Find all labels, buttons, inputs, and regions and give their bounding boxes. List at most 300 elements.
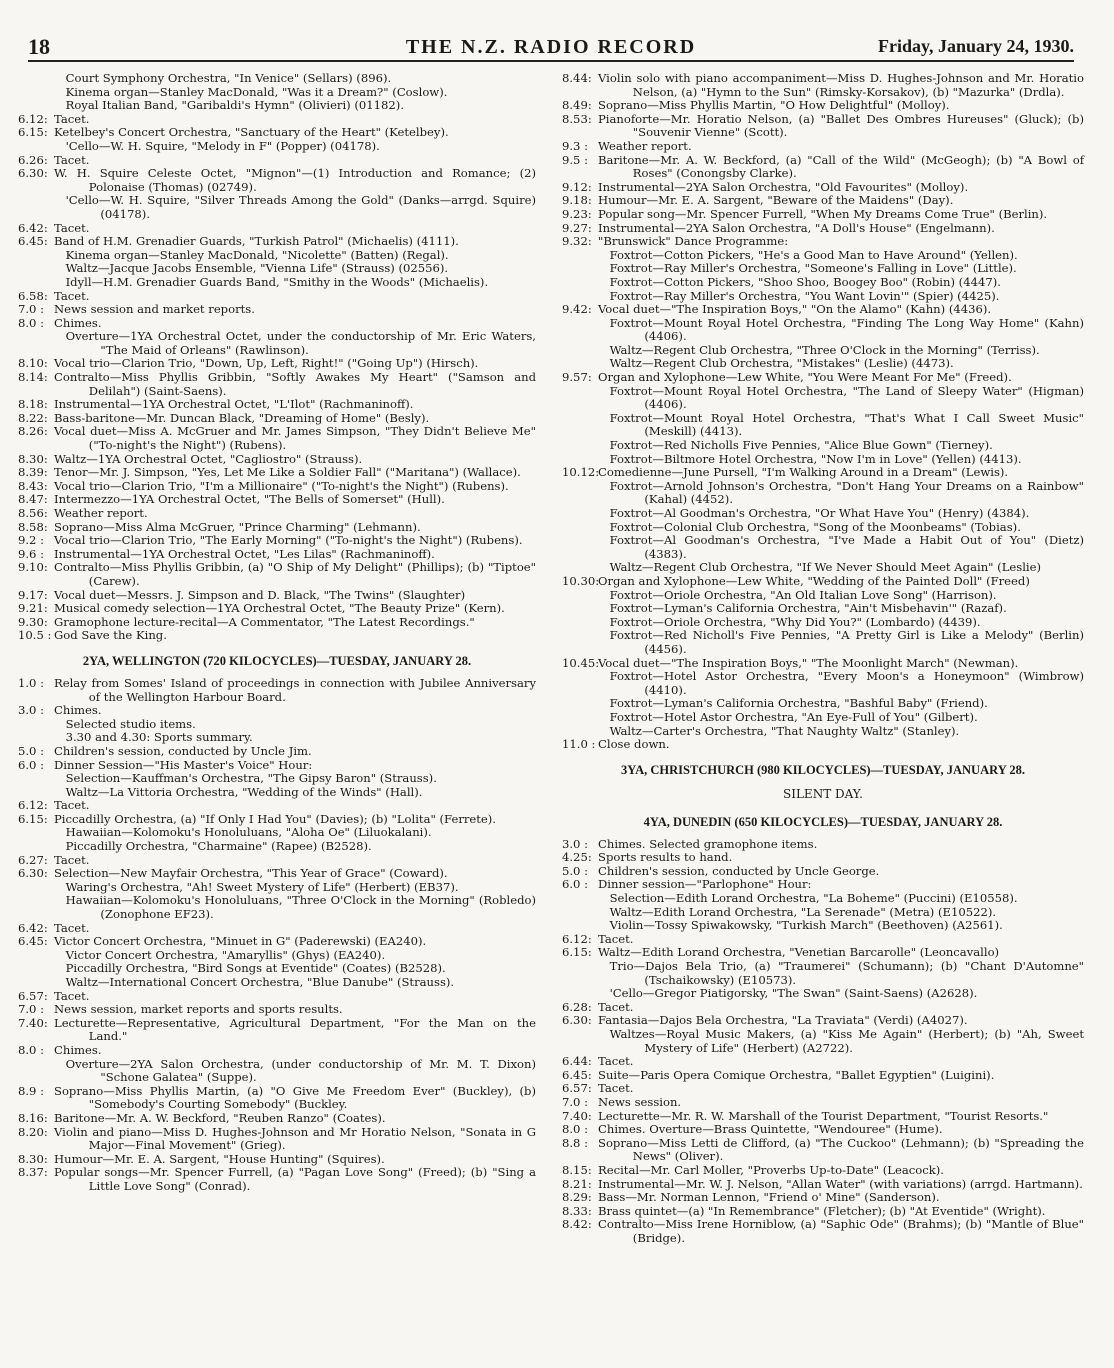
entry-text: Musical comedy selection—1YA Orchestral Octet, "The Beauty Prize" (Kern). [54, 601, 505, 616]
entry-text: Recital—Mr. Carl Moller, "Proverbs Up-to-Date" (Leacock). [598, 1162, 944, 1177]
entry-text: Children's session, conducted by Uncle Jim. [54, 743, 312, 758]
programme-entry [562, 725, 1084, 739]
entry-text: Foxtrot—Hotel Astor Orchestra, "An Eye-Full of You" (Gilbert). [609, 709, 978, 724]
programme-entry [18, 826, 536, 840]
entry-time [562, 960, 598, 987]
entry-time: 9.27: [562, 220, 592, 235]
programme-entry [18, 561, 536, 588]
entry-time: 6.30: [18, 166, 48, 181]
entry-text: God Save the King. [54, 628, 167, 643]
programme-entry [18, 521, 536, 535]
entry-time: 6.15: [562, 945, 592, 960]
entry-text: Tenor—Mr. J. Simpson, "Yes, Let Me Like a Soldier Fall" ("Maritana") (Wallace). [54, 465, 521, 480]
entry-time: 8.30: [18, 1151, 48, 1166]
entry-time: 9.6 : [18, 546, 45, 561]
entry-text: Soprano—Miss Phyllis Martin, (a) "O Give Me Freedom Ever" (Buckley), (b) "Somebody's Courting Somebody" (Buckley. [54, 1083, 536, 1112]
entry-text: Vocal duet—Miss A. McGruer and Mr. James Simpson, "They Didn't Believe Me" ("To-night's the Night") (Rubens). [54, 424, 536, 453]
entry-time [18, 140, 54, 154]
entry-text: Lecturette—Mr. R. W. Marshall of the Tourist Department, "Tourist Resorts." [598, 1108, 1049, 1123]
entry-time: 6.26: [18, 152, 48, 167]
entry-time [562, 521, 598, 535]
entry-text: 3.30 and 4.30: Sports summary. [65, 730, 253, 745]
entry-text: 'Cello—W. H. Squire, "Melody in F" (Popper) (04178). [65, 138, 380, 153]
entry-time [562, 344, 598, 358]
entry-time: 5.0 : [18, 743, 45, 758]
programme-entry [18, 799, 536, 813]
entry-time [18, 949, 54, 963]
entry-time: 8.29: [562, 1190, 592, 1205]
entry-time: 6.15: [18, 811, 48, 826]
entry-time [562, 892, 598, 906]
programme-entry [562, 602, 1084, 616]
programme-entry [18, 493, 536, 507]
programme-entry [562, 629, 1084, 656]
programme-entry [562, 1001, 1084, 1015]
entry-time: 9.30: [18, 614, 48, 629]
entry-time: 6.45: [562, 1067, 592, 1082]
entry-text: Contralto—Miss Phyllis Gribbin, (a) "O Ship of My Delight" (Phillips); (b) "Tiptoe" (Carew). [54, 560, 536, 588]
entry-text: Bass—Mr. Norman Lennon, "Friend o' Mine" (Sanderson). [598, 1190, 940, 1205]
entry-time [562, 616, 598, 630]
entry-text: Selection—New Mayfair Orchestra, "This Year of Grace" (Coward). [54, 866, 448, 881]
programme-entry [562, 113, 1084, 140]
programme-entry [562, 946, 1084, 960]
programme-entry [562, 534, 1084, 561]
entry-text: Waltz—La Vittoria Orchestra, "Wedding of the Winds" (Hall). [65, 784, 423, 799]
programme-entry [18, 1017, 536, 1044]
programme-entry [18, 412, 536, 426]
entry-text: W. H. Squire Celeste Octet, "Mignon"—(1) Introduction and Romance; (2) Polonaise (Thomas) (02749). [54, 166, 536, 194]
programme-entry [562, 1191, 1084, 1205]
programme-entry [562, 480, 1084, 507]
entry-time [562, 725, 598, 739]
entry-text: Foxtrot—Cotton Pickers, "He's a Good Man to Have Around" (Yellen). [609, 247, 1018, 262]
entry-time: 8.44: [562, 71, 592, 85]
entry-text: Violin solo with piano accompaniment—Miss D. Hughes-Johnson and Mr. Horatio Nelson, (a) "Hymn to the Sun" (Rimsky-Korsakov), (b) "Mazurka" (Drdla). [598, 71, 1084, 99]
entry-time [562, 249, 598, 263]
station-note: SILENT DAY. [783, 786, 863, 801]
issue-date: Friday, January 24, 1930. [877, 36, 1074, 56]
entry-time: 9.2 : [18, 533, 45, 548]
entry-text: Fantasia—Dajos Bela Orchestra, "La Traviata" (Verdi) (A4027). [598, 1013, 968, 1028]
programme-entry [18, 759, 536, 773]
entry-text: Violin—Tossy Spiwakowsky, "Turkish March" (Beethoven) (A2561). [609, 918, 1003, 933]
programme-entry [562, 878, 1084, 892]
entry-time: 7.0 : [562, 1094, 589, 1109]
entry-time [18, 718, 54, 732]
programme-entry [562, 154, 1084, 181]
entry-time: 8.58: [18, 519, 48, 534]
entry-time: 8.14: [18, 370, 48, 385]
programme-entry [18, 357, 536, 371]
entry-time: 6.45: [18, 234, 48, 249]
programme-entry [562, 194, 1084, 208]
entry-time: 9.17: [18, 587, 48, 602]
programme-entry [18, 466, 536, 480]
programme-entry [18, 249, 536, 263]
programme-entry [18, 1166, 536, 1193]
entry-time [562, 412, 598, 439]
entry-time: 9.57: [562, 370, 592, 385]
entry-time: 6.42: [18, 920, 48, 935]
station-heading: 4YA, DUNEDIN (650 KILOCYCLES)—TUESDAY, JANUARY 28. [643, 814, 1003, 829]
programme-entry [18, 949, 536, 963]
entry-time [18, 86, 54, 100]
programme-entry [562, 697, 1084, 711]
entry-text: Vocal duet—"The Inspiration Boys," "On the Alamo" (Kahn) (4436). [598, 302, 992, 317]
programme-entry [562, 249, 1084, 263]
programme-entry [18, 772, 536, 786]
entry-text: Baritone—Mr. A. W. Beckford, (a) "Call of the Wild" (McGeogh); (b) "A Bowl of Roses" (Conongsby Clarke). [598, 152, 1084, 181]
programme-entry [18, 1085, 536, 1112]
entry-text: Royal Italian Band, "Garibaldi's Hymn" (Olivieri) (01182). [65, 98, 405, 113]
programme-entry [18, 303, 536, 317]
entry-time [18, 262, 54, 276]
entry-time [562, 711, 598, 725]
programme-entry [562, 521, 1084, 535]
entry-text: Contralto—Miss Irene Horniblow, (a) "Saphic Ode" (Brahms); (b) "Mantle of Blue" (Bridge). [598, 1217, 1084, 1245]
entry-time [562, 276, 598, 290]
entry-text: 'Cello—Gregor Piatigorsky, "The Swan" (Saint-Saens) (A2628). [609, 986, 978, 1001]
programme-entry [562, 657, 1084, 671]
entry-text: Foxtrot—Red Nicholl's Five Pennies, "A Pretty Girl is Like a Melody" (Berlin) (4456). [609, 628, 1084, 656]
entry-time: 9.12: [562, 179, 592, 194]
programme-entry [18, 922, 536, 936]
entry-time: 6.12: [18, 111, 48, 126]
entry-time: 8.0 : [562, 1122, 589, 1137]
entry-text: Foxtrot—Lyman's California Orchestra, "Ain't Misbehavin'" (Razaf). [609, 601, 1007, 616]
programme-entry [18, 731, 536, 745]
programme-entry [562, 670, 1084, 697]
programme-entry [18, 235, 536, 249]
entry-text: Dinner session—"Parlophone" Hour: [598, 877, 812, 892]
programme-entry [18, 629, 536, 643]
entry-time [18, 894, 54, 921]
entry-text: Vocal trio—Clarion Trio, "I'm a Millionaire" ("To-night's the Night") (Rubens). [54, 478, 509, 493]
entry-text: Waltzes—Royal Music Makers, (a) "Kiss Me Again" (Herbert); (b) "Ah, Sweet Mystery of Life" (Herbert) (A2722). [609, 1027, 1084, 1055]
programme-entry [562, 1218, 1084, 1245]
programme-entry [562, 235, 1084, 249]
entry-text: Foxtrot—Oriole Orchestra, "An Old Italian Love Song" (Harrison). [609, 587, 997, 602]
entry-text: News session and market reports. [54, 302, 255, 317]
programme-entry [562, 276, 1084, 290]
programme-entry [18, 167, 536, 194]
entry-text: Contralto—Miss Phyllis Gribbin, "Softly Awakes My Heart" ("Samson and Delilah") (Saint-Saens). [54, 370, 536, 398]
programme-entry [18, 840, 536, 854]
programme-entry [562, 99, 1084, 113]
programme-entry [562, 181, 1084, 195]
entry-text: Foxtrot—Ray Miller's Orchestra, "You Want Lovin'" (Spier) (4425). [609, 288, 1000, 303]
entry-text: Instrumental—1YA Orchestral Octet, "L'Ilot" (Rachmaninoff). [54, 397, 414, 412]
entry-text: Waltz—Regent Club Orchestra, "Three O'Clock in the Morning" (Terriss). [609, 342, 1040, 357]
programme-entry [562, 1110, 1084, 1124]
page-header [28, 34, 1074, 62]
entry-time: 8.30: [18, 451, 48, 466]
entry-time: 8.0 : [18, 315, 45, 330]
entry-text: Humour—Mr. E. A. Sargent, "Beware of the Maidens" (Day). [598, 193, 954, 208]
programme-entry [562, 385, 1084, 412]
entry-text: Foxtrot—Al Goodman's Orchestra, "Or What Have You" (Henry) (4384). [609, 506, 1030, 520]
entry-time [18, 276, 54, 290]
entry-time: 6.15: [18, 125, 48, 140]
entry-time: 8.20: [18, 1124, 48, 1139]
entry-text: Suite—Paris Opera Comique Orchestra, "Ballet Egyptien" (Luigini). [598, 1067, 995, 1082]
programme-entry [18, 317, 536, 331]
entry-time: 9.10: [18, 560, 48, 575]
entry-time [562, 1028, 598, 1055]
entry-time [562, 629, 598, 656]
programme-entry [18, 1153, 536, 1167]
entry-text: Selection—Kauffman's Orchestra, "The Gipsy Baron" (Strauss). [65, 771, 437, 786]
entry-time: 6.30: [18, 866, 48, 881]
entry-text: Kinema organ—Stanley MacDonald, "Nicolette" (Batten) (Regal). [65, 247, 449, 262]
entry-text: Comedienne—June Pursell, "I'm Walking Around in a Dream" (Lewis). [598, 465, 1009, 480]
programme-entry [18, 786, 536, 800]
entry-text: Trio—Dajos Bela Trio, (a) "Traumerei" (Schumann); (b) "Chant D'Automne" (Tschaikowsky) (E10573). [609, 959, 1084, 987]
programme-entry [562, 987, 1084, 1001]
programme-entry [18, 99, 536, 113]
entry-text: Bass-baritone—Mr. Duncan Black, "Dreaming of Home" (Besly). [54, 410, 430, 425]
entry-time: 11.0 : [562, 737, 596, 752]
programme-entry [18, 113, 536, 127]
entry-text: Court Symphony Orchestra, "In Venice" (Sellars) (896). [65, 71, 392, 85]
programme-entry [18, 222, 536, 236]
entry-text: Tacet. [54, 220, 90, 235]
programme-entry [18, 86, 536, 100]
entry-time: 7.0 : [18, 302, 45, 317]
programme-entry [562, 1069, 1084, 1083]
entry-text: Instrumental—1YA Orchestral Octet, "Les Lilas" (Rachmaninoff). [54, 546, 435, 561]
entry-time: 6.28: [562, 999, 592, 1014]
entry-text: Intermezzo—1YA Orchestral Octet, "The Bells of Somerset" (Hull). [54, 492, 445, 507]
entry-text: Overture—2YA Salon Orchestra, (under conductorship of Mr. M. T. Dixon) "Schone Galatea" (Suppe). [65, 1056, 536, 1085]
programme-entry [18, 1003, 536, 1017]
entry-time [562, 697, 598, 711]
entry-text: Weather report. [54, 506, 148, 520]
entry-time: 6.42: [18, 220, 48, 235]
entry-text: Relay from Somes' Island of proceedings in connection with Jubilee Anniversary of the Wellington Harbour Board. [54, 675, 536, 704]
entry-text: Baritone—Mr. A. W. Beckford, "Reuben Ranzo" (Coates). [54, 1110, 386, 1125]
entry-text: Tacet. [54, 798, 90, 813]
entry-text: Foxtrot—Lyman's California Orchestra, "Bashful Baby" (Friend). [609, 696, 988, 711]
entry-text: Foxtrot—Colonial Club Orchestra, "Song of the Moonbeams" (Tobias). [609, 519, 1021, 534]
programme-entry [562, 453, 1084, 467]
entry-time: 6.0 : [18, 757, 45, 772]
entry-time [18, 840, 54, 854]
programme-entry [18, 194, 536, 221]
programme-entry [18, 330, 536, 357]
programme-entry [18, 548, 536, 562]
entry-text: Idyll—H.M. Grenadier Guards Band, "Smithy in the Woods" (Michaelis). [65, 274, 489, 289]
entry-text: Foxtrot—Biltmore Hotel Orchestra, "Now I'm in Love" (Yellen) (4413). [609, 451, 1022, 466]
entry-text: Lecturette—Representative, Agricultural Department, "For the Man on the Land." [54, 1015, 536, 1044]
programme-entry [562, 1164, 1084, 1178]
entry-time: 8.47: [18, 492, 48, 507]
programme-entry [562, 140, 1084, 154]
programme-entry [562, 317, 1084, 344]
entry-text: Waltz—Carter's Orchestra, "That Naughty Waltz" (Stanley). [609, 723, 960, 738]
entry-text: Waltz—International Concert Orchestra, "Blue Danube" (Strauss). [65, 975, 455, 989]
entry-time [18, 99, 54, 113]
entry-text: Foxtrot—Hotel Astor Orchestra, "Every Moon's a Honeymoon" (Wimbrow) (4410). [609, 669, 1084, 697]
entry-text: Chimes. Selected gramophone items. [598, 836, 818, 851]
programme-entry [18, 262, 536, 276]
programme-entry [18, 425, 536, 452]
programme-entry [562, 439, 1084, 453]
entry-time [562, 262, 598, 276]
programme-entry [18, 1112, 536, 1126]
entry-text: Soprano—Miss Letti de Clifford, (a) "The Cuckoo" (Lehmann); (b) "Spreading the News" (Oliver). [598, 1135, 1084, 1164]
entry-time: 8.22: [18, 410, 48, 425]
programme-entry [18, 935, 536, 949]
entry-time [562, 602, 598, 616]
entry-time [18, 731, 54, 745]
entry-time [18, 976, 54, 990]
programme-entry [562, 357, 1084, 371]
entry-text: Tacet. [54, 288, 90, 303]
entry-time: 9.3 : [562, 138, 589, 153]
entry-time [562, 507, 598, 521]
entry-text: News session, market reports and sports results. [54, 1002, 343, 1017]
entry-text: Foxtrot—Mount Royal Hotel Orchestra, "The Land of Sleepy Water" (Higman) (4406). [609, 383, 1084, 412]
entry-text: Victor Concert Orchestra, "Minuet in G" (Paderewski) (EA240). [54, 934, 427, 949]
entry-time: 8.42: [562, 1217, 592, 1232]
entry-text: Close down. [598, 737, 670, 752]
entry-time [562, 919, 598, 933]
programme-entry [562, 466, 1084, 480]
programme-entry [18, 140, 536, 154]
page-number: 18 [28, 34, 50, 59]
entry-time: 9.18: [562, 193, 592, 208]
entry-time: 4.25: [562, 850, 592, 865]
programme-entry [562, 1055, 1084, 1069]
entry-text: Waltz—Edith Lorand Orchestra, "Venetian Barcarolle" (Leoncavallo) [598, 945, 1000, 960]
entry-time: 7.40: [18, 1015, 48, 1030]
entry-time [562, 561, 598, 575]
entry-time: 8.21: [562, 1176, 592, 1191]
entry-text: Foxtrot—Arnold Johnson's Orchestra, "Don't Hang Your Dreams on a Rainbow" (Kahal) (4452). [609, 478, 1084, 507]
programme-entry [18, 589, 536, 603]
entry-time: 6.57: [562, 1081, 592, 1096]
entry-text: Tacet. [598, 1081, 634, 1096]
entry-text: Foxtrot—Mount Royal Hotel Orchestra, "That's What I Call Sweet Music" (Meskill) (4413). [609, 410, 1084, 439]
entry-time: 9.42: [562, 302, 592, 317]
entry-time: 8.26: [18, 424, 48, 439]
entry-text: Vocal trio—Clarion Trio, "The Early Morning" ("To-night's the Night") (Rubens). [54, 533, 523, 548]
programme-entry [18, 813, 536, 827]
entry-time: 8.53: [562, 111, 592, 126]
entry-text: Overture—1YA Orchestral Octet, under the conductorship of Mr. Eric Waters, "The Maid of Orleans" (Rawlinson). [65, 329, 536, 357]
entry-time: 10.12: [562, 465, 600, 480]
entry-time [562, 589, 598, 603]
entry-time [18, 1058, 54, 1085]
programme-entry [18, 154, 536, 168]
entry-text: Tacet. [598, 1054, 634, 1069]
programme-entry [562, 371, 1084, 385]
entry-time: 8.9 : [18, 1083, 45, 1098]
programme-entry [562, 1123, 1084, 1137]
programme-entry [18, 72, 536, 86]
entry-text: Waltz—Edith Lorand Orchestra, "La Serenade" (Metra) (E10522). [609, 904, 997, 919]
entry-text: Tacet. [54, 152, 90, 167]
entry-time [562, 670, 598, 697]
entry-time: 6.57: [18, 988, 48, 1003]
programme-entry [562, 290, 1084, 304]
entry-time: 6.12: [18, 798, 48, 813]
entry-text: Piccadilly Orchestra, "Bird Songs at Eventide" (Coates) (B2528). [65, 961, 446, 976]
entry-text: Chimes. [54, 315, 102, 330]
programme-entry [18, 677, 536, 704]
entry-time: 8.49: [562, 98, 592, 113]
entry-time: 9.32: [562, 234, 592, 249]
programme-entry [562, 865, 1084, 879]
entry-time: 6.30: [562, 1013, 592, 1028]
entry-text: Waltz—Regent Club Orchestra, "If We Never Should Meet Again" (Leslie) [609, 560, 1042, 575]
programme-entry [562, 711, 1084, 725]
programme-entry [562, 1014, 1084, 1028]
programme-entry [18, 962, 536, 976]
programme-entry [18, 990, 536, 1004]
programme-entry [18, 453, 536, 467]
programme-entry [18, 371, 536, 398]
programme-entry [562, 1178, 1084, 1192]
entry-text: Brass quintet—(a) "In Remembrance" (Fletcher); (b) "At Eventide" (Wright). [598, 1203, 1046, 1218]
entry-text: Selection—Edith Lorand Orchestra, "La Boheme" (Puccini) (E10558). [609, 891, 1018, 906]
entry-time: 9.21: [18, 601, 48, 616]
entry-text: Foxtrot—Al Goodman's Orchestra, "I've Made a Habit Out of You" (Dietz) (4383). [609, 533, 1084, 561]
entry-text: Chimes. [54, 703, 102, 718]
entry-time [562, 453, 598, 467]
entry-text: Band of H.M. Grenadier Guards, "Turkish Patrol" (Michaelis) (4111). [54, 234, 459, 249]
programme-entry [18, 507, 536, 521]
entry-time: 10.45: [562, 655, 600, 670]
entry-text: Popular song—Mr. Spencer Furrell, "When My Dreams Come True" (Berlin). [598, 206, 1048, 221]
entry-time: 10.5 : [18, 628, 52, 643]
entry-text: Vocal trio—Clarion Trio, "Down, Up, Left, Right!" ("Going Up") (Hirsch). [54, 356, 479, 371]
entry-time: 6.27: [18, 852, 48, 867]
entry-text: Children's session, conducted by Uncle George. [598, 863, 880, 878]
entry-text: Victor Concert Orchestra, "Amaryllis" (Ghys) (EA240). [65, 947, 386, 962]
entry-text: Piccadilly Orchestra, (a) "If Only I Had You" (Davies); (b) "Lolita" (Ferrete). [54, 811, 496, 826]
programme-entry [562, 919, 1084, 933]
programme-entry [562, 906, 1084, 920]
entry-text: 'Cello—W. H. Squire, "Silver Threads Among the Gold" (Danks—arrgd. Squire) (04178). [65, 193, 536, 221]
programme-entry [562, 561, 1084, 575]
programme-entry [562, 1096, 1084, 1110]
entry-text: Foxtrot—Ray Miller's Orchestra, "Someone's Falling in Love" (Little). [609, 261, 1017, 276]
entry-text: Weather report. [598, 138, 692, 153]
entry-text: Dinner Session—"His Master's Voice" Hour: [54, 757, 313, 772]
entry-text: Pianoforte—Mr. Horatio Nelson, (a) "Ballet Des Ombres Hureuses" (Gluck); (b) "Souvenir Vienne" (Scott). [598, 111, 1084, 140]
programme-entry [18, 398, 536, 412]
entry-text: Waltz—Regent Club Orchestra, "Mistakes" (Leslie) (4473). [609, 356, 954, 371]
entry-time [562, 317, 598, 344]
entry-text: News session. [598, 1094, 682, 1109]
entry-text: Chimes. Overture—Brass Quintette, "Wendouree" (Hume). [598, 1122, 943, 1137]
programme-entry [18, 276, 536, 290]
entry-time [18, 881, 54, 895]
programme-entry [562, 208, 1084, 222]
programme-entry [562, 1082, 1084, 1096]
entry-time [18, 772, 54, 786]
entry-text: Foxtrot—Mount Royal Hotel Orchestra, "Finding The Long Way Home" (Kahn) (4406). [609, 315, 1084, 344]
entry-time: 9.5 : [562, 152, 589, 167]
entry-time: 6.0 : [562, 877, 589, 892]
entry-text: Tacet. [598, 999, 634, 1014]
entry-time: 8.39: [18, 465, 48, 480]
programme-entry [18, 290, 536, 304]
entry-text: Tacet. [54, 111, 90, 126]
